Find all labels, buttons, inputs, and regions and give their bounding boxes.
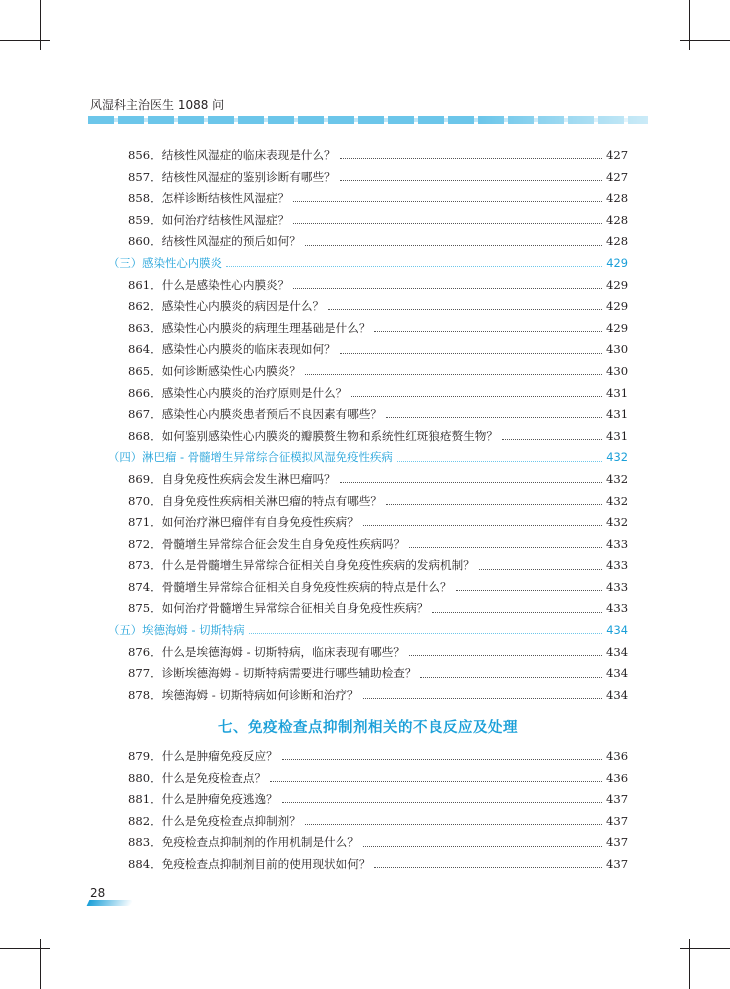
toc-entry-page: 433	[606, 579, 629, 594]
dot-leader	[340, 180, 602, 181]
toc-entry-page: 432	[606, 450, 628, 465]
toc-entry[interactable]	[108, 145, 628, 167]
toc-entry-title: 877．诊断埃德海姆 - 切斯特病需要进行哪些辅助检查？	[128, 666, 417, 681]
toc-entry[interactable]	[108, 746, 628, 768]
toc-entry-page: 433	[606, 558, 629, 573]
toc-entry[interactable]	[108, 832, 628, 854]
toc-entry-title: 862．感染性心内膜炎的病因是什么？	[128, 299, 325, 314]
dot-leader	[282, 802, 602, 803]
crop-mark	[680, 40, 730, 41]
crop-mark	[689, 939, 690, 989]
toc-entry[interactable]	[108, 275, 628, 297]
toc-entry-title: 882．什么是免疫检查点抑制剂？	[128, 813, 301, 828]
dot-leader	[374, 867, 602, 868]
dot-leader	[305, 245, 602, 246]
toc-entry-page: 434	[606, 687, 629, 702]
toc-entry-title: 884．免疫检查点抑制剂目前的使用现状如何？	[128, 856, 371, 871]
dot-leader	[340, 158, 602, 159]
toc-entry-title: （四）淋巴瘤 - 骨髓增生异常综合征模拟风湿免疫性疾病	[108, 450, 393, 465]
toc-entry-title: 871．如何治疗淋巴瘤伴有自身免疫性疾病？	[128, 515, 359, 530]
toc-entry-page: 431	[606, 428, 629, 443]
chapter-title: 七、免疫检查点抑制剂相关的不良反应及处理	[218, 720, 518, 736]
toc-entry-title: 858．怎样诊断结核性风湿症？	[128, 191, 290, 206]
toc-entry-title: 857．结核性风湿症的鉴别诊断有哪些？	[128, 169, 336, 184]
toc-entry-page: 434	[606, 644, 629, 659]
toc-entry-page: 429	[606, 255, 628, 270]
dot-leader	[340, 353, 602, 354]
dot-leader	[409, 655, 602, 656]
toc-entry[interactable]	[108, 339, 628, 361]
toc-entry-title: 879．什么是肿瘤免疫反应？	[128, 749, 278, 763]
toc-entry[interactable]	[108, 789, 628, 811]
toc-entry[interactable]	[108, 512, 628, 534]
toc-entry-page: 431	[606, 385, 629, 400]
toc-entry[interactable]	[108, 318, 628, 340]
dot-leader	[249, 633, 602, 634]
toc-entry-page: 429	[606, 320, 629, 335]
toc-entry-page: 432	[606, 493, 629, 508]
toc-entry-page: 437	[606, 813, 629, 828]
toc-entry-title: 874．骨髓增生异常综合征相关自身免疫性疾病的特点是什么？	[128, 579, 452, 594]
toc-entry[interactable]	[108, 768, 628, 790]
toc-entry-page: 429	[606, 277, 629, 292]
dot-leader	[397, 461, 602, 462]
toc-entry[interactable]	[108, 598, 628, 620]
dot-leader	[270, 781, 602, 782]
toc-entry-title: 865．如何诊断感染性心内膜炎？	[128, 363, 301, 378]
dot-leader	[351, 396, 602, 397]
crop-mark	[680, 948, 730, 949]
dot-leader	[502, 439, 602, 440]
toc-entry-page: 434	[606, 623, 628, 638]
toc-entry-page: 432	[606, 471, 629, 486]
toc-entry-title: 867．感染性心内膜炎患者预后不良因素有哪些？	[128, 407, 383, 422]
toc-entry-title: 881．什么是肿瘤免疫逃逸？	[128, 792, 278, 807]
dot-leader	[479, 569, 602, 570]
toc-entry[interactable]	[108, 426, 628, 448]
page-number-swash	[87, 900, 134, 906]
toc-entry-title: 863．感染性心内膜炎的病理生理基础是什么？	[128, 320, 371, 335]
toc-entry-title: （三）感染性心内膜炎	[108, 255, 222, 270]
running-head: 风湿科主治医生 1088 问	[90, 98, 225, 112]
toc-entry-title: （五）埃德海姆 - 切斯特病	[108, 623, 245, 638]
dot-leader	[386, 417, 602, 418]
dot-leader	[226, 266, 602, 267]
toc-entry[interactable]	[108, 210, 628, 232]
toc-entry-page: 432	[606, 515, 629, 530]
toc-entry-page: 434	[606, 666, 629, 681]
dot-leader	[293, 288, 602, 289]
toc-entry-title: 880．什么是免疫检查点？	[128, 770, 267, 785]
toc-entry-title: 860．结核性风湿症的预后如何？	[128, 234, 301, 249]
toc-entry-title: 876．什么是埃德海姆 - 切斯特病，临床表现有哪些？	[128, 644, 405, 659]
dot-leader	[456, 590, 602, 591]
toc-entry-page: 428	[606, 234, 629, 249]
dot-leader	[374, 331, 602, 332]
toc-entry[interactable]	[108, 555, 628, 577]
toc-entry-page: 431	[606, 407, 629, 422]
crop-mark	[689, 0, 690, 50]
toc-entry[interactable]	[108, 577, 628, 599]
toc-entry[interactable]	[108, 491, 628, 513]
dot-leader	[305, 374, 602, 375]
toc-entry-page: 436	[606, 749, 629, 763]
toc-entry[interactable]	[108, 167, 628, 189]
dot-leader	[282, 759, 602, 760]
toc-entry[interactable]	[108, 854, 628, 876]
toc-entry-page: 427	[606, 148, 629, 162]
crop-mark	[0, 948, 50, 949]
crop-mark	[0, 40, 50, 41]
toc-entry[interactable]	[108, 685, 628, 707]
toc-entry-title: 870．自身免疫性疾病相关淋巴瘤的特点有哪些？	[128, 493, 383, 508]
toc-entry[interactable]	[108, 296, 628, 318]
toc-entry-title: 856．结核性风湿症的临床表现是什么？	[128, 148, 336, 162]
dot-leader	[305, 824, 602, 825]
dot-leader	[363, 846, 602, 847]
dot-leader	[363, 698, 602, 699]
toc-entry[interactable]	[108, 534, 628, 556]
toc-entry-title: 873．什么是骨髓增生异常综合征相关自身免疫性疾病的发病机制？	[128, 558, 475, 573]
toc-entry-page: 430	[606, 363, 629, 378]
dot-leader	[293, 201, 602, 202]
toc-entry-title: 878．埃德海姆 - 切斯特病如何诊断和治疗？	[128, 687, 359, 702]
dot-leader	[420, 677, 602, 678]
toc-entry-page: 429	[606, 299, 629, 314]
header-rule	[88, 116, 648, 124]
toc-section-heading[interactable]	[108, 447, 628, 469]
toc-entry-title: 866．感染性心内膜炎的治疗原则是什么？	[128, 385, 348, 400]
toc-list-chapter-7	[108, 746, 628, 876]
page-number: 28	[90, 886, 106, 900]
toc-entry-page: 433	[606, 601, 629, 616]
toc-section-heading[interactable]	[108, 620, 628, 642]
dot-leader	[386, 504, 602, 505]
toc-section-heading[interactable]	[108, 253, 628, 275]
toc-entry[interactable]	[108, 469, 628, 491]
toc-list	[108, 145, 628, 706]
toc-entry-page: 437	[606, 835, 629, 850]
toc-entry-page: 427	[606, 169, 629, 184]
toc-entry-title: 859．如何治疗结核性风湿症？	[128, 212, 290, 227]
toc-entry[interactable]	[108, 663, 628, 685]
crop-mark	[40, 939, 41, 989]
dot-leader	[340, 482, 602, 483]
dot-leader	[432, 612, 602, 613]
toc-entry[interactable]	[108, 231, 628, 253]
dot-leader	[293, 223, 602, 224]
toc-entry-title: 861．什么是感染性心内膜炎？	[128, 277, 290, 292]
crop-mark	[40, 0, 41, 50]
toc-entry-page: 428	[606, 212, 629, 227]
toc-entry-page: 430	[606, 342, 629, 357]
toc-entry[interactable]	[108, 404, 628, 426]
dot-leader	[328, 309, 602, 310]
toc-entry-title: 883．免疫检查点抑制剂的作用机制是什么？	[128, 835, 359, 850]
toc-entry[interactable]	[108, 188, 628, 210]
toc-entry[interactable]	[108, 642, 628, 664]
toc-entry-page: 437	[606, 856, 629, 871]
toc-entry-title: 864．感染性心内膜炎的临床表现如何？	[128, 342, 336, 357]
toc-entry-page: 433	[606, 536, 629, 551]
toc-entry-page: 428	[606, 191, 629, 206]
toc-entry[interactable]	[108, 383, 628, 405]
toc-entry-title: 875．如何治疗骨髓增生异常综合征相关自身免疫性疾病？	[128, 601, 429, 616]
toc-entry-page: 436	[606, 770, 629, 785]
toc-entry[interactable]	[108, 361, 628, 383]
toc-entry-title: 869．自身免疫性疾病会发生淋巴瘤吗？	[128, 471, 336, 486]
dot-leader	[409, 547, 602, 548]
toc-entry-title: 868．如何鉴别感染性心内膜炎的瓣膜赘生物和系统性红斑狼疮赘生物？	[128, 428, 498, 443]
toc-entry[interactable]	[108, 811, 628, 833]
dot-leader	[363, 525, 602, 526]
toc-entry-title: 872．骨髓增生异常综合征会发生自身免疫性疾病吗？	[128, 536, 406, 551]
toc-entry-page: 437	[606, 792, 629, 807]
